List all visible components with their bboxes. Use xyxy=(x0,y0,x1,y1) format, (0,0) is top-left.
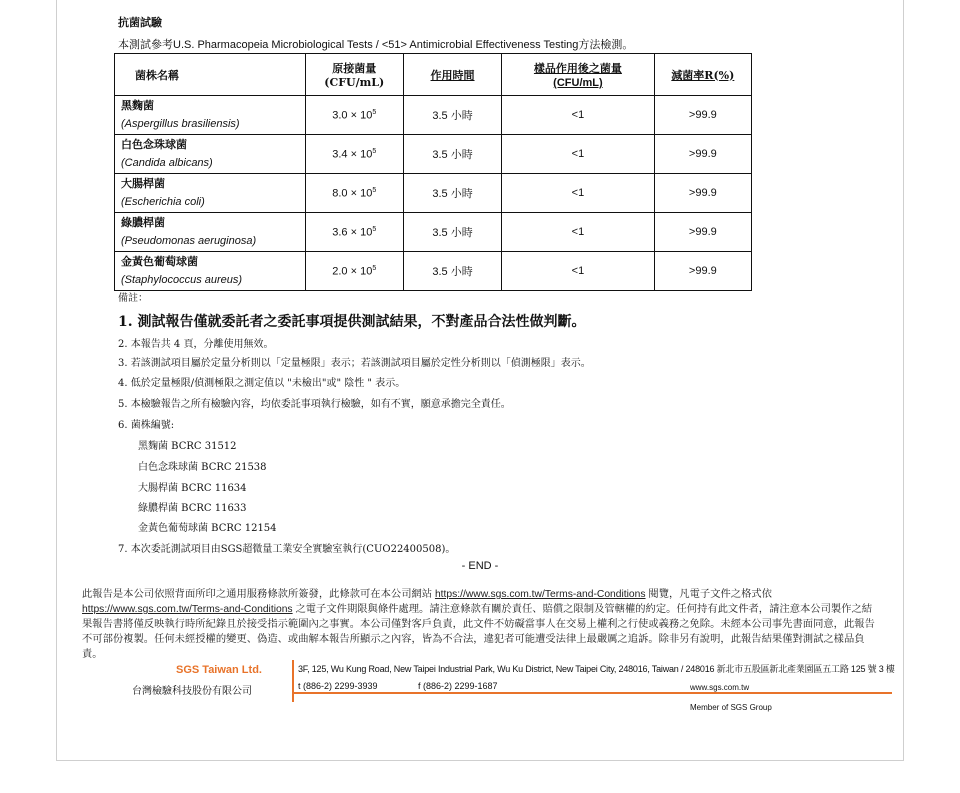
after-cell: <1 xyxy=(502,213,654,252)
strain-id: 金黃色葡萄球菌 BCRC 12154 xyxy=(138,523,277,534)
time-cell: 3.5 小時 xyxy=(403,213,501,252)
note-1: 1. 測試報告僅就委託者之委託事項提供測試結果，不對產品合法性做判斷。 xyxy=(118,314,586,330)
time-cell: 3.5 小時 xyxy=(403,174,501,213)
strain-latin: (Pseudomonas aeruginosa) xyxy=(121,235,257,247)
company-address: 3F, 125, Wu Kung Road, New Taipei Industrial Park, Wu Ku District, New Taipei City, 248016, Taiwan / 248016 新北市五股區新北產業園區五工路 125 號 3 樓 xyxy=(298,664,895,674)
company-website[interactable]: www.sgs.com.tw xyxy=(690,683,750,692)
company-name: SGS Taiwan Ltd. xyxy=(176,664,262,676)
rate-cell: >99.9 xyxy=(654,252,751,291)
rate-cell: >99.9 xyxy=(654,135,751,174)
table-row xyxy=(115,174,752,213)
note-6: 6. 菌株編號: xyxy=(118,420,175,431)
strain-id: 白色念珠球菌 BCRC 21538 xyxy=(138,462,267,473)
after-cell: <1 xyxy=(502,96,654,135)
table-header-row xyxy=(115,54,752,96)
after-cell: <1 xyxy=(502,174,654,213)
notes-label: 備註： xyxy=(118,293,148,304)
header-time: 作用時間 xyxy=(403,54,501,96)
legal-disclaimer: 此報告是本公司依照背面所印之通用服務條款所簽發，此條款可在本公司網站 https://www.sgs.com.tw/Terms-and-Conditions 閱覽，凡電子文件之格式依 https://www.sgs.com.tw/Terms-and-Conditions 之電子文件期限與條件處理。請注意條款有關於責任、賠償之限制及管轄權的約定。任何持有此文件者，請注意本公司製作之結果報告書將僅反映執行時所紀錄且於接受指示範圍內之事實。本公司僅對客戶負責，此文件不妨礙當事人在交易上權利之行使或義務之免除。未經本公司事先書面同意，此報告不可部份複製。任何未經授權的變更、偽造、或曲解本報告所顯示之內容，皆為不合法，違犯者可能遭受法律上最嚴厲之追訴。除非另有說明，此報告結果僅對測試之樣品負責。 xyxy=(82,589,875,660)
strain-id: 大腸桿菌 BCRC 11634 xyxy=(138,483,247,494)
company-name-cn: 台灣檢驗科技股份有限公司 xyxy=(132,686,252,697)
inoculum-cell: $8.0 \times 10^5$ xyxy=(305,174,403,213)
time-cell: 3.5 小時 xyxy=(403,252,501,291)
inoculum-cell: $3.0 \times 10^5$ xyxy=(305,96,403,135)
section-title: 抗菌試驗 xyxy=(118,16,162,29)
strain-cn: 白色念珠球菌 xyxy=(121,138,187,151)
after-cell: <1 xyxy=(502,135,654,174)
strain-cn: 大腸桿菌 xyxy=(121,177,165,190)
strain-cn: 黑麴菌 xyxy=(121,99,154,112)
strain-id: 綠膿桿菌 BCRC 11633 xyxy=(138,503,247,514)
inoculum-cell: $3.4 \times 10^5$ xyxy=(305,135,403,174)
member-of-group: Member of SGS Group xyxy=(690,703,772,712)
strain-latin: (Candida albicans) xyxy=(121,157,213,169)
table-row xyxy=(115,252,752,291)
after-cell: <1 xyxy=(502,252,654,291)
header-strain: 菌株名稱 xyxy=(115,54,306,96)
note-2: 2. 本報告共 4 頁，分離使用無效。 xyxy=(118,339,274,350)
strain-latin: (Escherichia coli) xyxy=(121,196,205,208)
end-mark: - END - xyxy=(461,560,499,572)
table-row xyxy=(115,96,752,135)
method-intro: 本測試參考U.S. Pharmacopeia Microbiological Tests / <51> Antimicrobial Effectiveness Testing方法檢測。 xyxy=(118,39,634,51)
header-sample-count: 樣品作用後之菌量 (CFU/mL) xyxy=(502,54,654,96)
time-cell: 3.5 小時 xyxy=(403,96,501,135)
table-row xyxy=(115,135,752,174)
terms-link[interactable]: https://www.sgs.com.tw/Terms-and-Conditions xyxy=(434,589,646,600)
terms-link[interactable]: https://www.sgs.com.tw/Terms-and-Conditions xyxy=(82,604,293,615)
inoculum-cell: $2.0 \times 10^5$ xyxy=(305,252,403,291)
rate-cell: >99.9 xyxy=(654,213,751,252)
strain-id: 黑麴菌 BCRC 31512 xyxy=(138,441,237,452)
header-inoculum: 原接菌量 (CFU/mL) xyxy=(305,54,403,96)
note-7: 7. 本次委託測試項目由SGS超微量工業安全實驗室執行(CUO22400508)。 xyxy=(118,544,456,555)
results-table xyxy=(114,53,752,291)
table-row xyxy=(115,213,752,252)
note-4: 4. 低於定量極限/偵測極限之測定值以 "未檢出"或" 陰性 " 表示。 xyxy=(118,378,406,389)
company-phone: t (886-2) 2299-3939 xyxy=(298,681,378,691)
rate-cell: >99.9 xyxy=(654,96,751,135)
strain-latin: (Staphylococcus aureus) xyxy=(121,274,243,286)
footer-divider-horizontal xyxy=(292,692,892,694)
inoculum-cell: $3.6 \times 10^5$ xyxy=(305,213,403,252)
time-cell: 3.5 小時 xyxy=(403,135,501,174)
rate-cell: >99.9 xyxy=(654,174,751,213)
footer-divider-vertical xyxy=(292,660,294,702)
header-reduction: 減菌率R(%) xyxy=(654,54,751,96)
strain-latin: (Aspergillus brasiliensis) xyxy=(121,118,240,130)
strain-cn: 金黃色葡萄球菌 xyxy=(121,255,198,268)
note-3: 3. 若該測試項目屬於定量分析則以「定量極限」表示；若該測試項目屬於定性分析則以「偵測極限」表示。 xyxy=(118,358,591,369)
company-fax: f (886-2) 2299-1687 xyxy=(418,681,498,691)
strain-cn: 綠膿桿菌 xyxy=(121,216,165,229)
note-5: 5. 本檢驗報告之所有檢驗內容，均依委託事項執行檢驗，如有不實，願意承擔完全責任。 xyxy=(118,399,511,410)
